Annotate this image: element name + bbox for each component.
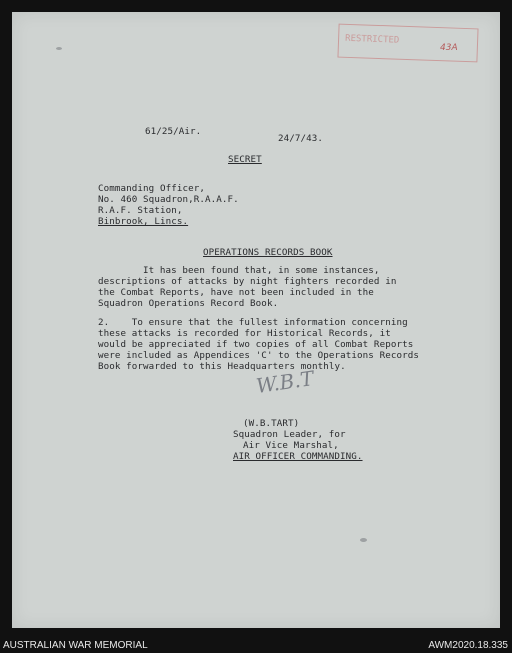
reference-number: 61/25/Air. [145,126,202,137]
paragraph-line: Squadron Operations Record Book. [98,298,279,309]
addressee-line: Binbrook, Lincs. [98,216,189,227]
punch-mark-icon [360,538,367,542]
signatory-line: (W.B.TART) [243,418,300,429]
accession-number: AWM2020.18.335 [428,640,508,651]
paragraph-line: the Combat Reports, have not been included in the [98,287,374,298]
classification-heading: SECRET [228,154,262,165]
paragraph-line: 2. To ensure that the fullest information concerning [98,317,408,328]
addressee-line: R.A.F. Station, [98,205,183,216]
paragraph-line: It has been found that, in some instances, [143,265,380,276]
paragraph-line: these attacks is recorded for Historical Records, it [98,328,391,339]
paragraph-line: Book forwarded to this Headquarters monthly. [98,361,346,372]
signatory-line: AIR OFFICER COMMANDING. [233,451,363,462]
restricted-stamp: RESTRICTED [337,24,478,63]
punch-mark-icon [56,47,62,50]
addressee-line: No. 460 Squadron,R.A.A.F. [98,194,239,205]
archive-footer [0,636,512,653]
paragraph-line: descriptions of attacks by night fighters recorded in [98,276,397,287]
handwritten-signature: W.B.T [254,366,316,398]
signatory-line: Squadron Leader, for [233,429,346,440]
addressee-line: Commanding Officer, [98,183,205,194]
folio-number: 43A [440,43,458,53]
paragraph-line: would be appreciated if two copies of all Combat Reports [98,339,414,350]
signatory-line: Air Vice Marshal, [243,440,339,451]
document-date: 24/7/43. [278,133,324,144]
subject-heading: OPERATIONS RECORDS BOOK [203,247,333,258]
paragraph-line: were included as Appendices 'C' to the Operations Records [98,350,419,361]
archive-name: AUSTRALIAN WAR MEMORIAL [3,640,148,651]
